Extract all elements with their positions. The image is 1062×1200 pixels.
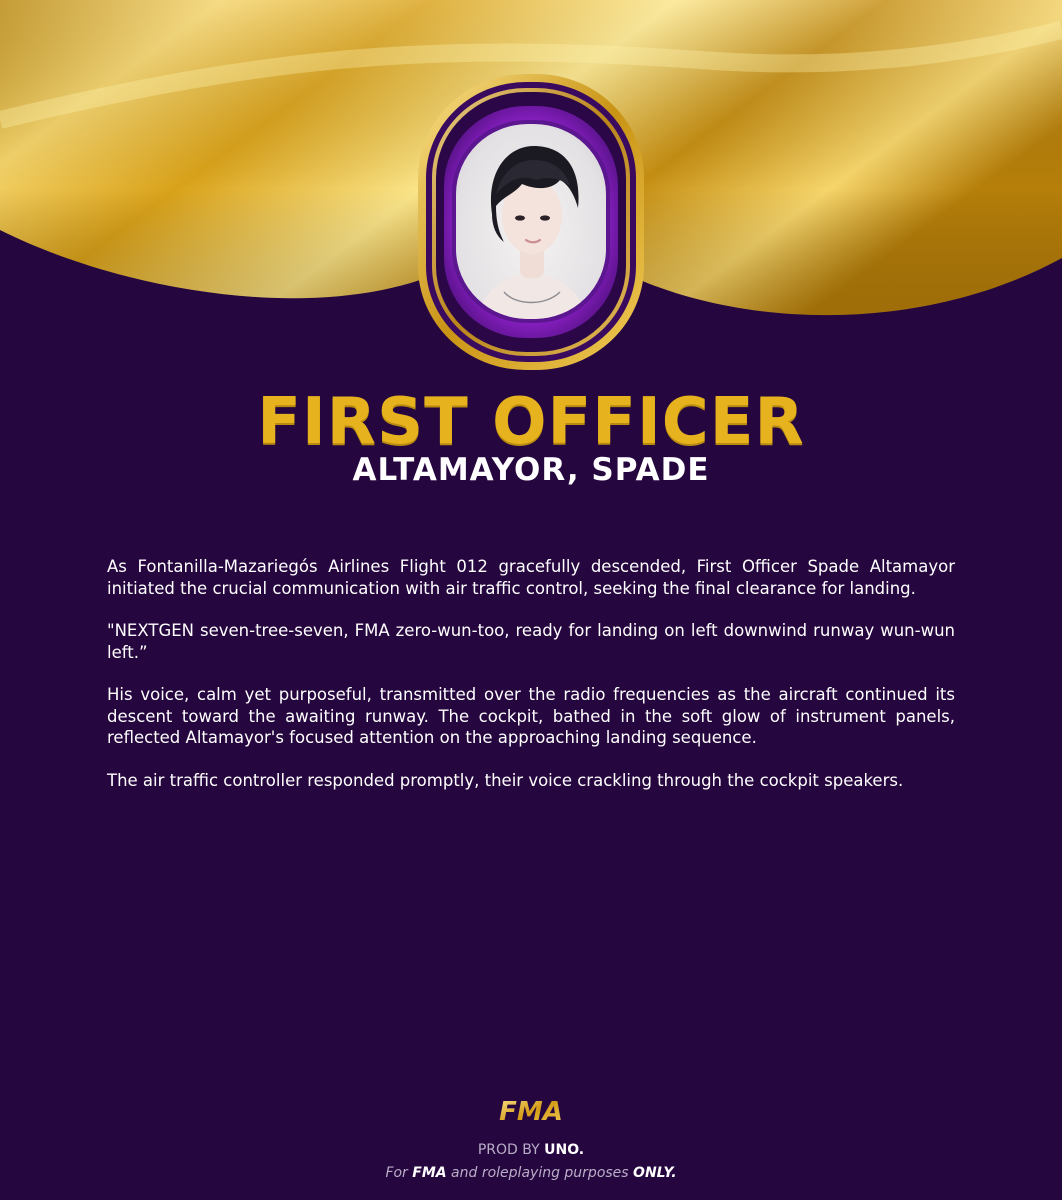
credit-line	[0, 1142, 1062, 1158]
story-text	[107, 556, 955, 812]
disclaimer-suffix: ONLY.	[633, 1165, 677, 1181]
disclaimer-prefix: For	[385, 1165, 413, 1181]
story-paragraph: His voice, calm yet purposeful, transmitted over the radio frequencies as the aircraft continued its descent toward the awaiting runway. The cockpit, bathed in the soft glow of instrument panels, reflected Altamayor's focused attention on the approaching landing sequence.	[107, 685, 955, 747]
window-photo-holder	[416, 72, 646, 372]
disclaimer-middle: and roleplaying purposes	[446, 1165, 634, 1181]
disclaimer-line	[0, 1165, 1062, 1181]
officer-name: ALTAMAYOR, SPADE	[352, 452, 710, 488]
portrait-photo	[456, 124, 606, 319]
disclaimer-brand: FMA	[412, 1165, 447, 1181]
story-paragraph: As Fontanilla-Mazariegós Airlines Flight 012 gracefully descended, First Officer Spade Altamayor initiated the crucial communication with air traffic control, seeking the final clearance for landing.	[107, 557, 955, 598]
credit-prefix: PROD BY	[477, 1142, 545, 1158]
fma-logo	[491, 1096, 571, 1126]
portrait-illustration	[456, 124, 606, 319]
story-paragraph: "NEXTGEN seven-tree-seven, FMA zero-wun-too, ready for landing on left downwind runway wun-wun left.”	[107, 621, 955, 662]
svg-text:FMA: FMA	[499, 1097, 563, 1126]
rank-title: FIRST OFFICER	[257, 385, 805, 459]
credit-name: UNO.	[544, 1142, 585, 1158]
story-paragraph: The air traffic controller responded promptly, their voice crackling through the cockpit speakers.	[107, 770, 904, 790]
